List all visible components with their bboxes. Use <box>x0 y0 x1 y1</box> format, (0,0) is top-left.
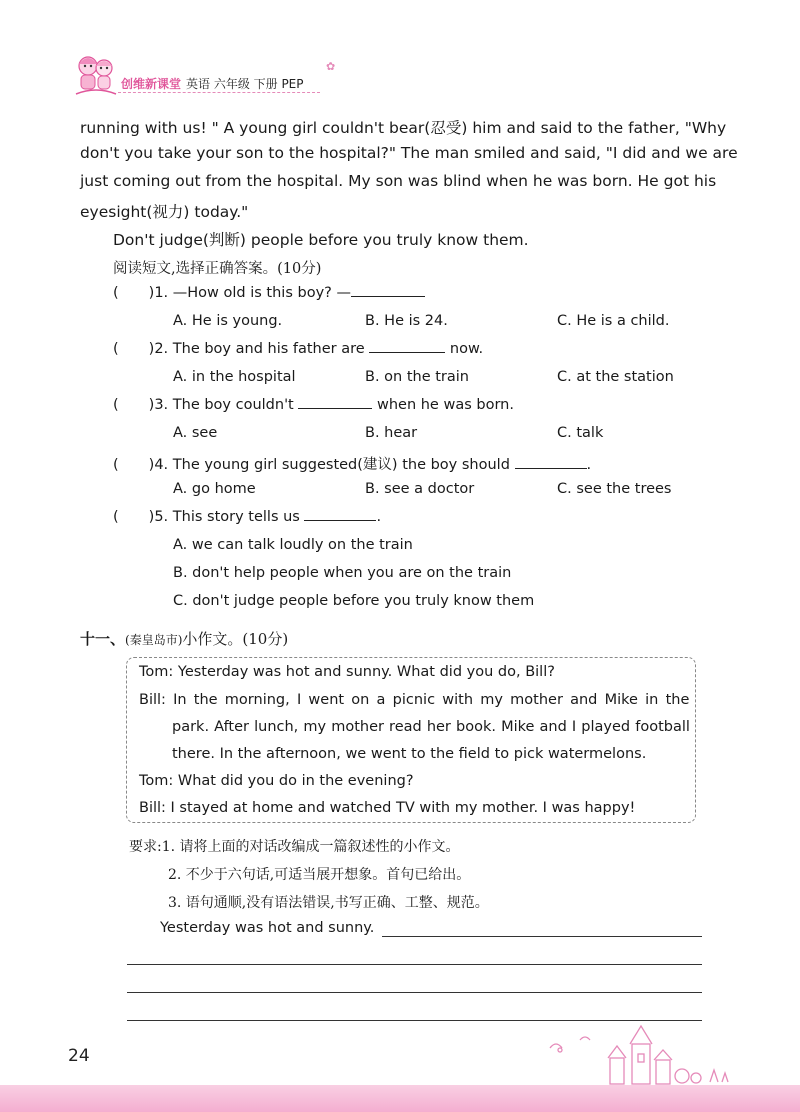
header-subject: 英语 六年级 下册 PEP <box>186 77 304 91</box>
question-stem: )5. This story tells us <box>148 509 300 525</box>
header-logo <box>72 52 120 98</box>
reading-instructions: 阅读短文,选择正确答案。(10分) <box>113 261 322 277</box>
castle-icon <box>540 1020 740 1086</box>
answer-paren-open: ( <box>113 509 119 525</box>
q2-option-b[interactable]: B. on the train <box>365 369 469 385</box>
answer-blank[interactable] <box>298 407 372 409</box>
dialog-box <box>126 657 696 823</box>
question-5 <box>113 509 381 525</box>
dialog-line-3: park. After lunch, my mother read her book. Mike and I played football <box>172 719 690 735</box>
q4-option-b[interactable]: B. see a doctor <box>365 481 475 497</box>
question-stem: )1. —How old is this boy? — <box>148 285 351 301</box>
answer-paren-open: ( <box>113 457 119 473</box>
dialog-line-5: Tom: What did you do in the evening? <box>139 773 414 789</box>
q3-option-b[interactable]: B. hear <box>365 425 418 441</box>
page-number: 24 <box>68 1046 90 1066</box>
q1-option-c[interactable]: C. He is a child. <box>557 313 670 329</box>
writing-line-3[interactable] <box>127 992 702 993</box>
question-3 <box>113 397 514 413</box>
q1-option-a[interactable]: A. He is young. <box>173 313 283 329</box>
section-title: 小作文。(10分) <box>182 630 289 648</box>
question-stem: )3. The boy couldn't <box>148 397 294 413</box>
q3-option-a[interactable]: A. see <box>173 425 218 441</box>
q5-option-b[interactable]: B. don't help people when you are on the train <box>173 565 512 581</box>
question-4 <box>113 453 591 474</box>
q5-option-a[interactable]: A. we can talk loudly on the train <box>173 537 413 553</box>
answer-blank[interactable] <box>369 351 445 353</box>
q5-option-c[interactable]: C. don't judge people before you truly know them <box>173 593 535 609</box>
requirement-2: 2. 不少于六句话,可适当展开想象。首句已给出。 <box>168 867 471 883</box>
question-stem-end: now. <box>449 341 484 357</box>
header-divider <box>118 92 320 93</box>
story-line-2: don't you take your son to the hospital?" The man smiled and said, "I did and we are <box>80 144 738 162</box>
cartoon-kids-icon <box>72 52 120 98</box>
writing-line-1[interactable] <box>382 936 702 937</box>
section-number: 十一、 <box>80 630 126 648</box>
q2-option-a[interactable]: A. in the hospital <box>173 369 296 385</box>
question-stem-end: . <box>376 509 382 525</box>
composition-starter: Yesterday was hot and sunny. <box>160 920 375 936</box>
section-11-heading <box>80 628 288 649</box>
question-stem: )2. The boy and his father are <box>148 341 365 357</box>
question-1 <box>113 285 425 301</box>
dialog-line-6: Bill: I stayed at home and watched TV with my mother. I was happy! <box>139 800 636 816</box>
story-line-3: just coming out from the hospital. My son was blind when he was born. He got his <box>80 172 717 190</box>
q4-option-a[interactable]: A. go home <box>173 481 256 497</box>
q3-option-c[interactable]: C. talk <box>557 425 604 441</box>
answer-blank[interactable] <box>304 519 376 521</box>
header-brand: 创维新课堂 <box>121 77 182 91</box>
footer-bar <box>0 1085 800 1112</box>
story-line-1: running with us! " A young girl couldn't bear(忍受) him and said to the father, "Why <box>80 119 727 137</box>
dialog-line-2: Bill: In the morning, I went on a picnic with my mother and Mike in the <box>139 692 690 708</box>
story-line-4: eyesight(视力) today." <box>80 203 249 221</box>
story-moral: Don't judge(判断) people before you truly know them. <box>113 231 529 249</box>
question-stem-end: . <box>586 457 592 473</box>
question-stem-end: when he was born. <box>376 397 514 413</box>
q1-option-b[interactable]: B. He is 24. <box>365 313 448 329</box>
answer-blank[interactable] <box>515 467 587 469</box>
question-stem: )4. The young girl suggested(建议) the boy should <box>148 457 510 473</box>
q4-option-c[interactable]: C. see the trees <box>557 481 672 497</box>
question-2 <box>113 341 483 357</box>
dialog-line-1: Tom: Yesterday was hot and sunny. What did you do, Bill? <box>139 664 555 680</box>
requirement-1: 要求:1. 请将上面的对话改编成一篇叙述性的小作文。 <box>129 839 460 855</box>
star-icon: ✿ <box>326 60 336 73</box>
requirement-3: 3. 语句通顺,没有语法错误,书写正确、工整、规范。 <box>168 895 489 911</box>
writing-line-2[interactable] <box>127 964 702 965</box>
section-source: (秦皇岛市) <box>125 633 183 647</box>
answer-blank[interactable] <box>351 295 425 297</box>
answer-paren-open: ( <box>113 341 119 357</box>
castle-decoration <box>540 1020 740 1086</box>
answer-paren-open: ( <box>113 285 119 301</box>
dialog-line-4: there. In the afternoon, we went to the field to pick watermelons. <box>172 746 647 762</box>
answer-paren-open: ( <box>113 397 119 413</box>
q2-option-c[interactable]: C. at the station <box>557 369 674 385</box>
